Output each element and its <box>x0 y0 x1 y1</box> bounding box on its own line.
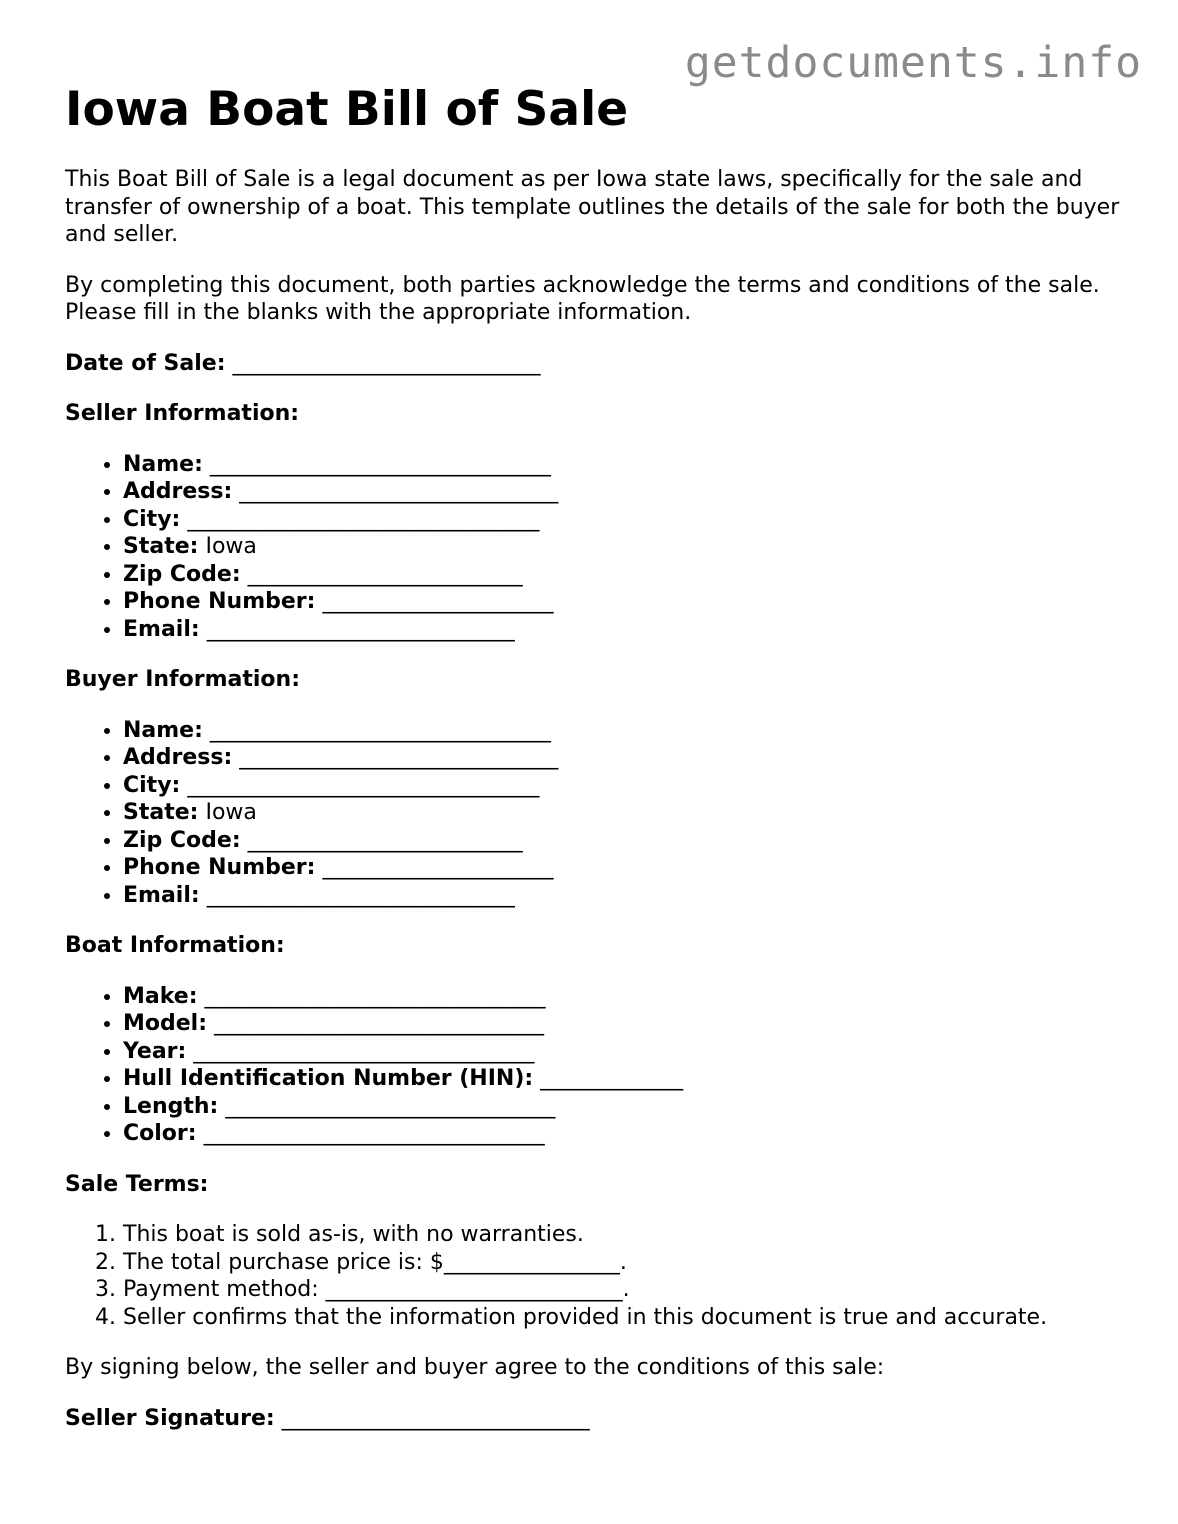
field-label: Model: <box>123 1011 208 1037</box>
list-item <box>123 506 1125 534</box>
field-label: Phone Number: <box>123 589 316 615</box>
list-item <box>123 983 1125 1011</box>
date-of-sale-field <box>65 350 1125 378</box>
list-item <box>123 772 1125 800</box>
field-label: Color: <box>123 1121 197 1147</box>
field-value: _____________ <box>540 1066 684 1092</box>
agreement-text: By signing below, the seller and buyer agree to the conditions of this sale: <box>65 1355 885 1381</box>
field-label: State: <box>123 534 199 560</box>
list-item: 4. Seller confirms that the information provided in this document is true and accurate. <box>123 1304 1125 1332</box>
field-label: Address: <box>123 745 233 771</box>
document-title: Iowa Boat Bill of Sale <box>65 82 629 137</box>
field-label: Zip Code: <box>123 561 241 587</box>
list-item <box>123 616 1125 644</box>
list-item <box>123 882 1125 910</box>
list-item <box>123 827 1125 855</box>
watermark: getdocuments.info <box>684 38 1142 88</box>
buyer-information-list <box>65 717 1125 910</box>
field-value: _________________________ <box>247 561 523 587</box>
list-item <box>123 1038 1125 1066</box>
field-value: ____________________________ <box>206 616 515 642</box>
list-item <box>123 854 1125 882</box>
list-item <box>123 1093 1125 1121</box>
list-item <box>123 799 1125 827</box>
field-label: Hull Identification Number (HIN): <box>123 1066 534 1092</box>
field-value: _______________________________ <box>193 1038 535 1064</box>
list-item <box>123 744 1125 772</box>
list-item <box>123 1065 1125 1093</box>
boat-information-list <box>65 983 1125 1148</box>
field-value: _____________________________ <box>239 479 559 505</box>
list-item: 2. The total purchase price is: $________________. <box>123 1249 1125 1277</box>
field-label: Name: <box>123 451 203 477</box>
field-value: _________________________ <box>247 827 523 853</box>
seller-signature-field <box>65 1405 1125 1433</box>
seller-information-list <box>65 451 1125 644</box>
field-value: _______________________________ <box>209 451 551 477</box>
date-of-sale-blank: ____________________________ <box>232 350 541 376</box>
list-item <box>123 1010 1125 1038</box>
list-item <box>123 533 1125 561</box>
field-value: ________________________________ <box>187 506 540 532</box>
field-label: City: <box>123 772 181 798</box>
field-value: ______________________________ <box>225 1093 556 1119</box>
list-item <box>123 478 1125 506</box>
buyer-information-heading: Buyer Information: <box>65 667 300 693</box>
field-value: _____________________ <box>322 855 554 881</box>
field-label: Address: <box>123 479 233 505</box>
seller-information-heading: Seller Information: <box>65 401 300 427</box>
sale-terms-heading: Sale Terms: <box>65 1171 209 1197</box>
field-label: Zip Code: <box>123 827 241 853</box>
field-label: Year: <box>123 1038 187 1064</box>
field-label: City: <box>123 506 181 532</box>
intro-paragraph-1: This Boat Bill of Sale is a legal document as per Iowa state laws, specifically for the sale and transfer of ownership of a boat. This template outlines the details of the sale for both the buyer and seller. <box>65 167 1120 248</box>
list-item <box>123 1120 1125 1148</box>
list-item <box>123 451 1125 479</box>
field-value: _____________________ <box>322 589 554 615</box>
field-value: _______________________________ <box>203 1121 545 1147</box>
field-label: State: <box>123 800 199 826</box>
list-item: 1. This boat is sold as-is, with no warranties. <box>123 1221 1125 1249</box>
field-label: Length: <box>123 1093 219 1119</box>
field-value: ______________________________ <box>214 1011 545 1037</box>
field-value: _______________________________ <box>209 717 551 743</box>
field-value: ________________________________ <box>187 772 540 798</box>
field-label: Email: <box>123 616 200 642</box>
list-item <box>123 561 1125 589</box>
list-item: 3. Payment method: ___________________________. <box>123 1276 1125 1304</box>
sale-terms-list <box>65 1221 1125 1331</box>
intro-paragraph-2: By completing this document, both parties acknowledge the terms and conditions of the sale. Please fill in the blanks with the appropriate information. <box>65 272 1100 326</box>
field-value: Iowa <box>205 534 257 560</box>
list-item <box>123 717 1125 745</box>
field-value: _____________________________ <box>239 745 559 771</box>
field-value: Iowa <box>205 800 257 826</box>
date-of-sale-label: Date of Sale: <box>65 350 226 376</box>
list-item <box>123 588 1125 616</box>
field-value: _______________________________ <box>204 983 546 1009</box>
field-label: Name: <box>123 717 203 743</box>
boat-information-heading: Boat Information: <box>65 933 285 959</box>
document-body <box>65 82 1125 1455</box>
field-label: Phone Number: <box>123 855 316 881</box>
field-label: Email: <box>123 882 200 908</box>
field-value: ____________________________ <box>206 882 515 908</box>
seller-signature-blank: ____________________________ <box>281 1405 590 1431</box>
seller-signature-label: Seller Signature: <box>65 1405 275 1431</box>
field-label: Make: <box>123 983 198 1009</box>
